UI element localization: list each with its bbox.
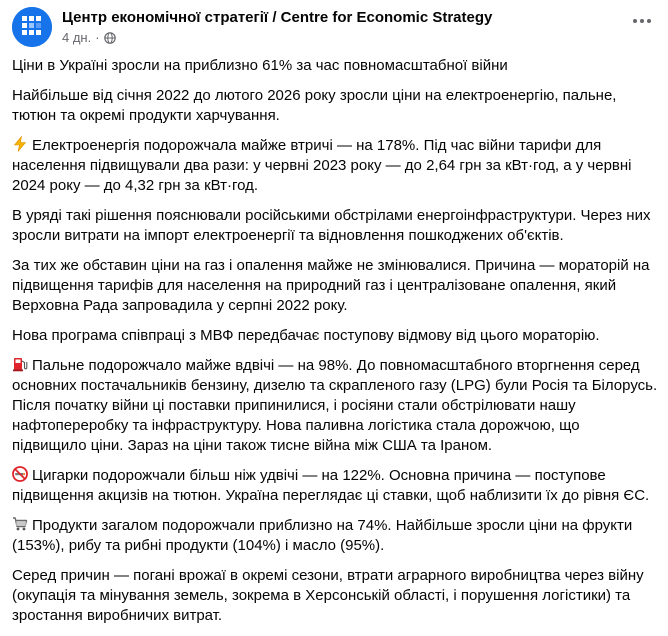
shopping-cart-icon [12, 516, 28, 532]
lightning-icon [12, 136, 28, 152]
page-avatar[interactable] [12, 7, 52, 47]
fuel-pump-icon [12, 356, 28, 372]
post-paragraph: Пальне подорожчало майже вдвічі — на 98%. До повномасштабного вторгнення серед основних постачальників бензину, дизелю та скрапленого газу (LPG) були Росія та Білорусь. Після початку війни ці поставки припинилися, і росіяни стали обстрілювати нашу нафтопереробку та інфраструктуру. Нова паливна логістика стала дорожчою, що підвищило ціни. Зараз на ціни також тисне війна між США та Іраном. [12, 357, 658, 454]
ces-logo-icon [12, 7, 52, 47]
post-paragraph: Найбільше від січня 2022 до лютого 2026 року зросли ціни на електроенергію, пальне, тютюн та окремі продукти харчування. [12, 87, 617, 124]
post-paragraph: Цигарки подорожчали більш ніж удвічі — на 122%. Основна причина — поступове підвищення акцизів на тютюн. Україна переглядає ці ставки, щоб наблизити їх до рівня ЄС. [12, 467, 650, 504]
post-paragraph: Нова програма співпраці з МВФ передбачає поступову відмову від цього мораторію. [12, 327, 600, 344]
post-paragraph: В уряді такі рішення пояснювали російськими обстрілами енергоінфраструктури. Через них зросли витрати на імпорт електроенергії та відновлення пошкоджених об'єктів. [12, 207, 651, 244]
meta-separator: · [95, 30, 100, 45]
more-options-icon[interactable] [626, 9, 658, 33]
post-paragraph: Продукти загалом подорожчали приблизно на 74%. Найбільше зросли ціни на фрукти (153%), рибу та рибні продукти (104%) і масло (95%). [12, 517, 633, 554]
post-paragraph: За тих же обставин ціни на газ і опалення майже не змінювалися. Причина — мораторій на підвищення тарифів для населення на природний газ і централізоване опалення, який Верховна Рада запровадила у серпні 2022 року. [12, 257, 650, 314]
post-body [12, 56, 658, 636]
post-meta [62, 30, 116, 45]
post-paragraph: Ціни в Україні зросли на приблизно 61% за час повномасштабної війни [12, 57, 508, 74]
post-header [12, 7, 656, 49]
post-paragraph: Серед причин — погані врожаї в окремі сезони, втрати аграрного виробництва через війну (окупація та мінування земель, зокрема в Херсонській області, і порушення логістики) та зростання виробничих витрат. [12, 567, 644, 624]
globe-icon [104, 32, 116, 44]
page-name-link[interactable]: Центр економічної стратегії / Centre for Economic Strategy [62, 9, 493, 26]
post-time[interactable]: 4 дн. [62, 30, 92, 45]
no-smoking-icon [12, 466, 28, 482]
post-paragraph: Електроенергія подорожчала майже втричі — на 178%. Під час війни тарифи для населення підвищували два рази: у червні 2023 року — до 2,64 грн за кВт·год, а у червні 2024 року — до 4,32 грн за кВт·год. [12, 137, 632, 194]
